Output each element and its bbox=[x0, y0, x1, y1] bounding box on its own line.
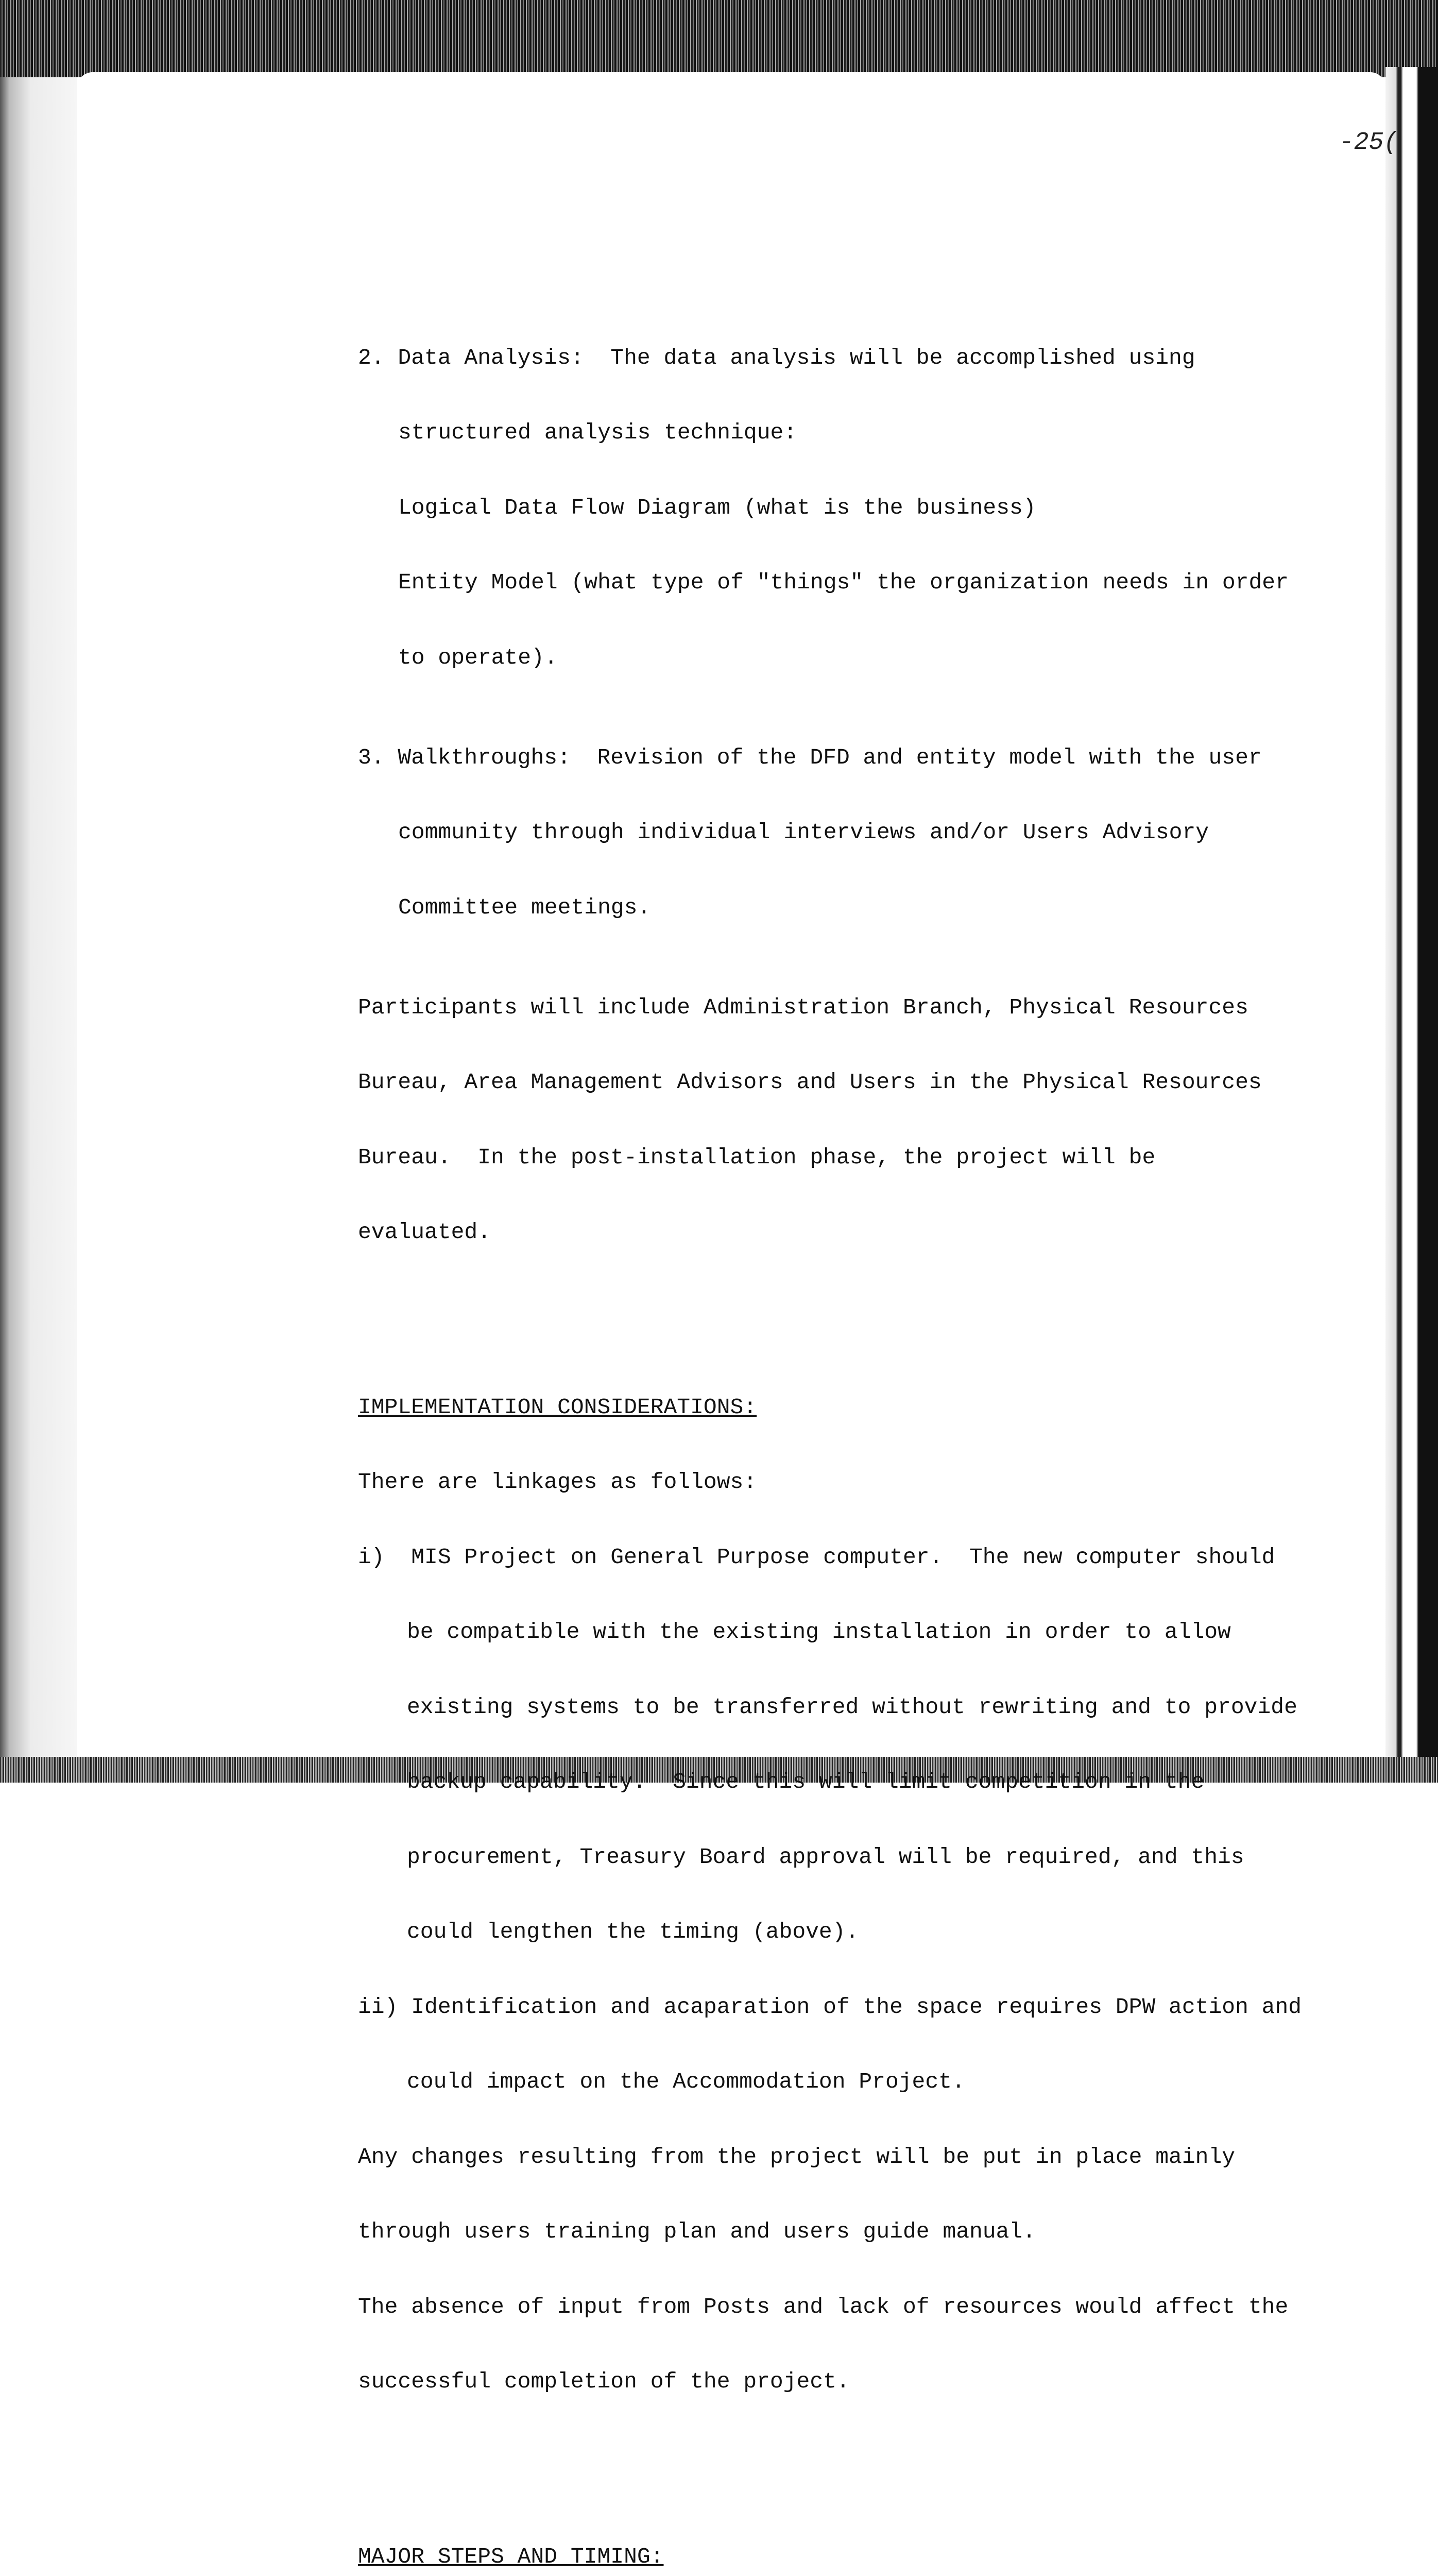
text-line: existing systems to be transferred without rewriting and to provide bbox=[407, 1694, 1297, 1720]
text-line: successful completion of the project. bbox=[358, 2369, 850, 2394]
list-item-walkthroughs: 3. Walkthroughs: Revision of the DFD and entity model with the user bbox=[358, 744, 1262, 770]
text-line: could lengthen the timing (above). bbox=[407, 1919, 859, 1944]
text-line: be compatible with the existing installation in order to allow bbox=[407, 1619, 1231, 1645]
text-line: Any changes resulting from the project will be put in place mainly bbox=[358, 2144, 1236, 2170]
page-number: -25( bbox=[1339, 129, 1399, 157]
text-line: Logical Data Flow Diagram (what is the business) bbox=[398, 495, 1036, 520]
section-heading-implementation: IMPLEMENTATION CONSIDERATIONS: bbox=[358, 1394, 757, 1420]
scan-edge-top bbox=[0, 0, 1438, 77]
text-line: procurement, Treasury Board approval will be required, and this bbox=[407, 1844, 1244, 1870]
text-line: backup capability. Since this will limit competition in the bbox=[407, 1769, 1205, 1794]
list-item-mis-project: i) MIS Project on General Purpose computer. The new computer should bbox=[358, 1544, 1275, 1570]
text-line: Bureau, Area Management Advisors and Users in the Physical Resources bbox=[358, 1070, 1262, 1095]
scan-edge-right bbox=[1385, 67, 1438, 1757]
participants-paragraph: Participants will include Administration Branch, Physical Resources bbox=[358, 994, 1248, 1020]
document-body bbox=[358, 270, 1302, 2576]
list-item-data-analysis: 2. Data Analysis: The data analysis will be accomplished using bbox=[358, 345, 1195, 370]
text-line: could impact on the Accommodation Project. bbox=[407, 2069, 965, 2094]
text-line: Committee meetings. bbox=[398, 894, 651, 920]
scan-edge-left bbox=[0, 77, 77, 1757]
text-line: evaluated. bbox=[358, 1219, 491, 1245]
text-line: The absence of input from Posts and lack of resources would affect the bbox=[358, 2294, 1289, 2319]
section-heading-major-steps: MAJOR STEPS AND TIMING: bbox=[358, 2544, 664, 2569]
text-line: structured analysis technique: bbox=[398, 420, 797, 445]
list-item-space-identification: ii) Identification and acaparation of the space requires DPW action and bbox=[358, 1994, 1302, 2020]
text-line: Bureau. In the post-installation phase, the project will be bbox=[358, 1144, 1156, 1170]
text-line: through users training plan and users guide manual. bbox=[358, 2219, 1036, 2244]
text-line: There are linkages as follows: bbox=[358, 1469, 757, 1495]
text-line: Entity Model (what type of "things" the organization needs in order bbox=[398, 570, 1289, 595]
text-line: community through individual interviews and/or Users Advisory bbox=[398, 820, 1209, 845]
text-line: to operate). bbox=[398, 645, 558, 670]
